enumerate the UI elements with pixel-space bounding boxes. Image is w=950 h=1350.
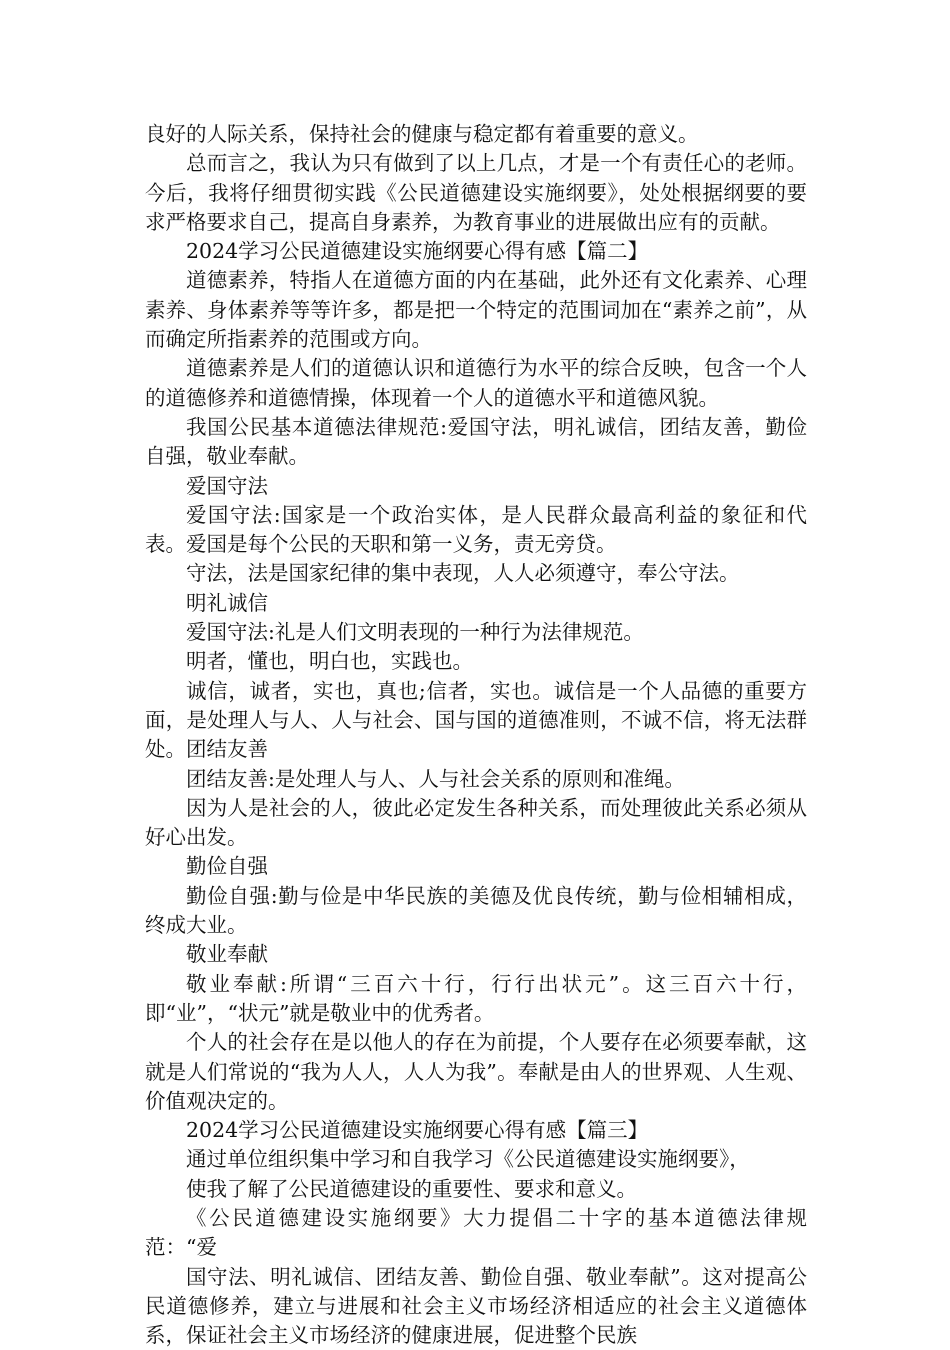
- paragraph: 道德素养，特指人在道德方面的内在基础，此外还有文化素养、心理素养、身体素养等等许多，都是把一个特定的范围词加在“素养之前”，从而确定所指素养的范围或方向。: [145, 268, 807, 352]
- subheading: 爱国守法: [186, 473, 268, 498]
- paragraph: 勤俭自强:勤与俭是中华民族的美德及优良传统，勤与俭相辅相成，终成大业。: [145, 883, 807, 938]
- paragraph: 爱国守法:国家是一个政治实体，是人民群众最高利益的象征和代表。爱国是每个公民的天职和第一义务，责无旁贷。: [145, 502, 807, 557]
- subheading: 敬业奉献: [186, 942, 268, 967]
- paragraph: 使我了解了公民道德建设的重要性、要求和意义。: [186, 1176, 637, 1201]
- paragraph: 《公民道德建设实施纲要》大力提倡二十字的基本道德法律规范：“爱: [145, 1205, 807, 1260]
- paragraph: 诚信，诚者，实也，真也;信者，实也。诚信是一个人品德的重要方面，是处理人与人、人与社会、国与国的道德准则，不诚不信，将无法群处。团结友善: [145, 678, 807, 762]
- subheading: 明礼诚信: [186, 590, 268, 615]
- paragraph: 敬业奉献:所谓“三百六十行，行行出状元”。这三百六十行，即“业”，“状元”就是敬业中的优秀者。: [145, 971, 807, 1025]
- paragraph: 总而言之，我认为只有做到了以上几点，才是一个有责任心的老师。今后，我将仔细贯彻实践《公民道德建设实施纲要》，处处根据纲要的要求严格要求自己，提高自身素养，为教育事业的进展做出应有的贡献。: [145, 151, 807, 234]
- paragraph: 我国公民基本道德法律规范:爱国守法，明礼诚信，团结友善，勤俭自强，敬业奉献。: [145, 414, 807, 469]
- paragraph: 良好的人际关系，保持社会的健康与稳定都有着重要的意义。: [145, 122, 699, 146]
- paragraph: 团结友善:是处理人与人、人与社会关系的原则和准绳。: [186, 766, 685, 791]
- document-body: [145, 120, 807, 1350]
- section-heading: 2024学习公民道德建设实施纲要心得有感【篇三】: [186, 1118, 649, 1143]
- paragraph: 个人的社会存在是以他人的存在为前提，个人要存在必须要奉献，这就是人们常说的“我为人人，人人为我”。奉献是由人的世界观、人生观、价值观决定的。: [145, 1030, 807, 1113]
- paragraph: 国守法、明礼诚信、团结友善、勤俭自强、敬业奉献”。这对提高公民道德修养，建立与进展和社会主义市场经济相适应的社会主义道德体系，保证社会主义市场经济的健康进展，促进整个民族: [145, 1264, 807, 1348]
- paragraph: 爱国守法:礼是人们文明表现的一种行为法律规范。: [186, 620, 644, 645]
- paragraph: 守法，法是国家纪律的集中表现，人人必须遵守，奉公守法。: [186, 561, 740, 586]
- section-heading: 2024学习公民道德建设实施纲要心得有感【篇二】: [186, 239, 649, 264]
- paragraph: 道德素养是人们的道德认识和道德行为水平的综合反映，包含一个人的道德修养和道德情操，体现着一个人的道德水平和道德风貌。: [145, 356, 807, 410]
- paragraph: 因为人是社会的人，彼此必定发生各种关系，而处理彼此关系必须从好心出发。: [145, 795, 807, 850]
- paragraph: 明者，懂也，明白也，实践也。: [186, 649, 473, 674]
- subheading: 勤俭自强: [186, 854, 268, 879]
- paragraph: 通过单位组织集中学习和自我学习《公民道德建设实施纲要》，: [186, 1147, 750, 1172]
